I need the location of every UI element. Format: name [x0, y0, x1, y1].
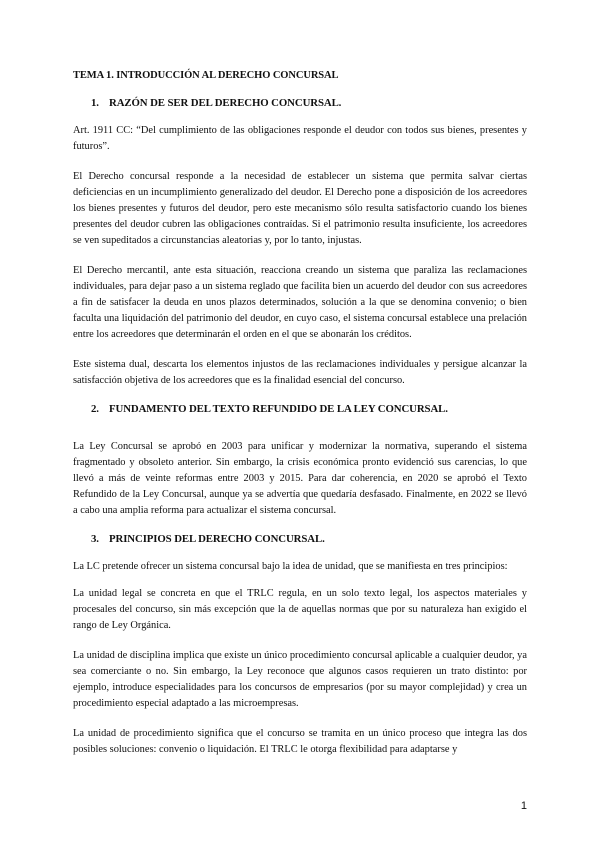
paragraph: La LC pretende ofrecer un sistema concursal bajo la idea de unidad, que se manifiesta en tres principios: — [73, 561, 508, 572]
section-title-2: FUNDAMENTO DEL TEXTO REFUNDIDO DE LA LEY CONCURSAL. — [109, 403, 448, 415]
paragraph: La Ley Concursal se aprobó en 2003 para unificar y modernizar la normativa, superando el sistema fragmentado y obsoleto anterior. Sin embargo, la crisis económica pronto evidenció sus carencias, lo que llevó a más de veinte reformas entre 2003 y 2015. Para dar coherencia, en 2020 se aprobó el Texto Refundido de la Ley Concursal, aunque ya se advertía que quedaría desfasado. Finalmente, en 2022 se llevó a cabo una amplia reforma para actualizar el sistema concursal. — [73, 441, 527, 516]
paragraph: La unidad de procedimiento significa que el concurso se tramita en un único proceso que integra las dos posibles soluciones: convenio o liquidación. El TRLC le otorga flexibilidad para adaptarse y — [73, 728, 527, 755]
document-title: TEMA 1. INTRODUCCIÓN AL DERECHO CONCURSAL — [73, 70, 339, 81]
section-title-3: PRINCIPIOS DEL DERECHO CONCURSAL. — [109, 533, 325, 545]
section-heading-1 — [91, 97, 527, 109]
section-title-1: RAZÓN DE SER DEL DERECHO CONCURSAL. — [109, 97, 342, 109]
paragraph: Este sistema dual, descarta los elementos injustos de las reclamaciones individuales y persigue alcanzar la satisfacción objetiva de los acreedores que es la finalidad esencial del concurso. — [73, 359, 527, 386]
paragraph: La unidad legal se concreta en que el TRLC regula, en un solo texto legal, los aspectos materiales y procesales del concurso, sin más excepción que la de aquellas normas que por su naturaleza han exigido el rango de Ley Orgánica. — [73, 588, 527, 631]
paragraph: El Derecho mercantil, ante esta situación, reacciona creando un sistema que paraliza las reclamaciones individuales, para dejar paso a un sistema reglado que facilita bien un acuerdo del deudor con sus acreedores a fin de satisfacer la deuda en unos plazos determinados, solución a la que se denomina convenio; o bien faculta una liquidación del patrimonio del deudor, en cuyo caso, el sistema concursal establece una prelación entre los acreedores que determinarán el orden en el que se abonarán los créditos. — [73, 265, 527, 340]
page-number: 1 — [520, 800, 527, 812]
page-content — [73, 70, 527, 772]
section-heading-3 — [91, 533, 527, 545]
section-number-1: 1. — [91, 97, 99, 109]
paragraph: El Derecho concursal responde a la necesidad de establecer un sistema que permita salvar ciertas deficiencias en un incumplimiento generalizado del deudor. El Derecho pone a disposición de los acreedores los bienes presentes y futuros del deudor, pero este mecanismo sólo resulta satisfactorio cuando los bienes presentes del deudor cubren las obligaciones contraídas. Si el patrimonio resulta insuficiente, los acreedores se ven supeditados a circunstancias aleatorias y, por lo tanto, injustas. — [73, 171, 527, 246]
paragraph: La unidad de disciplina implica que existe un único procedimiento concursal aplicable a cualquier deudor, ya sea comerciante o no. Sin embargo, la Ley reconoce que algunos casos requieren un trato distinto: por ejemplo, introduce especialidades para los concursos de empresarios (por su mayor complejidad) y crea un procedimiento especial adaptado a las microempresas. — [73, 650, 527, 709]
section-heading-2 — [91, 403, 527, 415]
section-number-2: 2. — [91, 403, 99, 415]
paragraph: Art. 1911 CC: “Del cumplimiento de las obligaciones responde el deudor con todos sus bienes, presentes y futuros”. — [73, 125, 527, 152]
section-number-3: 3. — [91, 533, 99, 545]
